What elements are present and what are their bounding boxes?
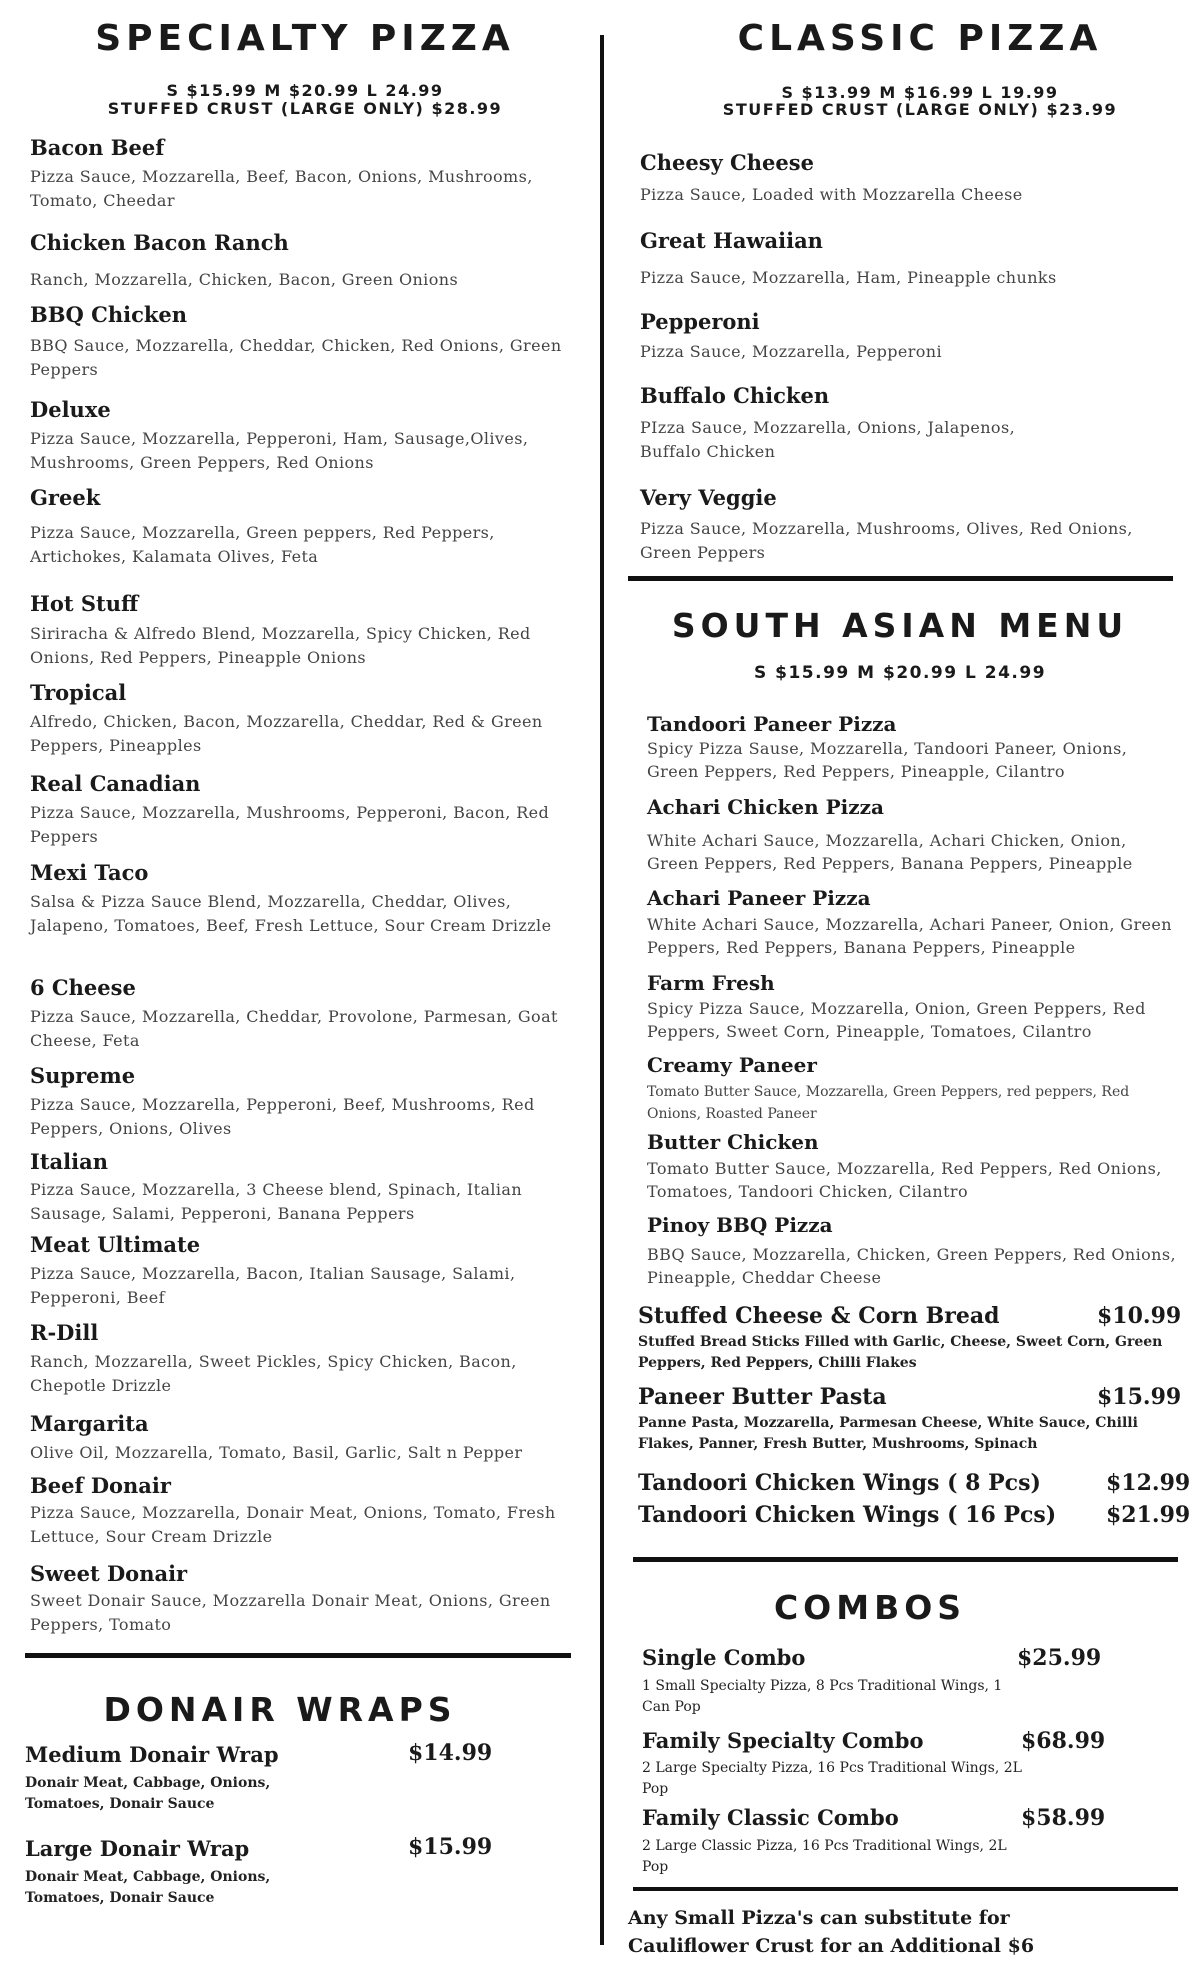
- menu-item-desc: Pizza Sauce, Loaded with Mozzarella Cheese: [640, 185, 1023, 204]
- menu-item-desc: Spicy Pizza Sause, Mozzarella, Tandoori Paneer, Onions, Green Peppers, Red Peppers, Pineapple, Cilantro: [647, 739, 1128, 781]
- menu-item-name: Achari Chicken Pizza: [647, 795, 884, 819]
- menu-item-desc: Pizza Sauce, Mozzarella, Green peppers, Red Peppers, Artichokes, Kalamata Olives, Feta: [30, 523, 495, 566]
- menu-item-name: Single Combo: [642, 1645, 806, 1670]
- menu-item-name: Family Classic Combo: [642, 1805, 899, 1830]
- menu-item-name: Beef Donair: [30, 1473, 171, 1498]
- menu-item-desc: Pizza Sauce, Mozzarella, Mushrooms, Pepperoni, Bacon, Red Peppers: [30, 803, 550, 846]
- menu-item-name: Family Specialty Combo: [642, 1728, 924, 1753]
- donair-title: DONAIR WRAPS: [103, 1690, 457, 1729]
- menu-item-desc: Siriracha & Alfredo Blend, Mozzarella, Spicy Chicken, Red Onions, Red Peppers, Pineapple Onions: [30, 624, 531, 667]
- menu-item-desc: Tomato Butter Sauce, Mozzarella, Red Peppers, Red Onions, Tomatoes, Tandoori Chicken, Cilantro: [647, 1159, 1162, 1201]
- menu-item-name: Paneer Butter Pasta: [638, 1384, 887, 1410]
- menu-item-desc: Pizza Sauce, Mozzarella, Cheddar, Provolone, Parmesan, Goat Cheese, Feta: [30, 1007, 558, 1050]
- menu-item-name: R-Dill: [30, 1320, 99, 1345]
- specialty-title: SPECIALTY PIZZA: [95, 18, 515, 59]
- menu-item-name: Deluxe: [30, 397, 111, 422]
- south-asian-price-line: S $15.99 M $20.99 L 24.99: [753, 663, 1047, 683]
- footer-note: Any Small Pizza's can substitute for Cauliflower Crust for an Additional $6: [628, 1907, 1035, 1957]
- menu-item-price: $14.99: [408, 1740, 493, 1766]
- menu-item-desc: White Achari Sauce, Mozzarella, Achari Paneer, Onion, Green Peppers, Red Peppers, Banana Peppers, Pineapple: [647, 915, 1172, 957]
- menu-item-name: Stuffed Cheese & Corn Bread: [638, 1303, 1000, 1329]
- menu-item-desc: Alfredo, Chicken, Bacon, Mozzarella, Cheddar, Red & Green Peppers, Pineapples: [30, 712, 543, 755]
- menu-item-desc: Salsa & Pizza Sauce Blend, Mozzarella, Cheddar, Olives, Jalapeno, Tomatoes, Beef, Fresh Lettuce, Sour Cream Drizzle: [30, 892, 552, 935]
- menu-item-desc: 2 Large Classic Pizza, 16 Pcs Traditional Wings, 2L Pop: [642, 1838, 1007, 1875]
- south-asian-title: SOUTH ASIAN MENU: [671, 606, 1129, 645]
- menu-item-desc: BBQ Sauce, Mozzarella, Cheddar, Chicken, Red Onions, Green Peppers: [30, 336, 562, 379]
- divider: [628, 576, 1173, 581]
- menu-item-desc: Ranch, Mozzarella, Chicken, Bacon, Green Onions: [30, 270, 459, 289]
- menu-item-name: Medium Donair Wrap: [25, 1742, 279, 1767]
- column-divider: [600, 35, 604, 1945]
- menu-item-desc: Stuffed Bread Sticks Filled with Garlic, Cheese, Sweet Corn, Green Peppers, Red Peppers, Chilli Flakes: [638, 1334, 1163, 1371]
- menu-item-price: $58.99: [1021, 1805, 1106, 1831]
- menu-item-price: $15.99: [1097, 1384, 1182, 1410]
- menu-item-price: $21.99: [1106, 1502, 1191, 1528]
- menu-item-desc: Spicy Pizza Sauce, Mozzarella, Onion, Green Peppers, Red Peppers, Sweet Corn, Pineapple, Tomatoes, Cilantro: [647, 999, 1146, 1041]
- menu-item-name: Cheesy Cheese: [640, 150, 814, 175]
- menu-item-desc: Pizza Sauce, Mozzarella, 3 Cheese blend, Spinach, Italian Sausage, Salami, Pepperoni, Banana Peppers: [30, 1180, 523, 1223]
- menu-item-price: $15.99: [408, 1834, 493, 1860]
- menu-item-desc: White Achari Sauce, Mozzarella, Achari Chicken, Onion, Green Peppers, Red Peppers, Banana Peppers, Pineapple: [647, 831, 1133, 873]
- menu-item-name: Pinoy BBQ Pizza: [647, 1213, 833, 1237]
- divider: [633, 1557, 1178, 1562]
- menu-item-desc: Pizza Sauce, Mozzarella, Pepperoni, Ham, Sausage,Olives, Mushrooms, Green Peppers, Red Onions: [30, 429, 529, 472]
- menu-item-desc: Pizza Sauce, Mozzarella, Mushrooms, Olives, Red Onions, Green Peppers: [640, 519, 1133, 562]
- menu-item-price: $10.99: [1097, 1303, 1182, 1329]
- menu-item-name: Chicken Bacon Ranch: [30, 230, 289, 255]
- menu-item-name: 6 Cheese: [30, 975, 136, 1000]
- menu-item-name: Tropical: [30, 680, 127, 705]
- menu-item-desc: Pizza Sauce, Mozzarella, Pepperoni, Beef, Mushrooms, Red Peppers, Onions, Olives: [30, 1095, 535, 1138]
- combos-title: COMBOS: [773, 1588, 967, 1627]
- menu-item-desc: Donair Meat, Cabbage, Onions, Tomatoes, Donair Sauce: [25, 1869, 271, 1906]
- menu-item-name: Greek: [30, 485, 101, 510]
- menu-item-desc: 1 Small Specialty Pizza, 8 Pcs Traditional Wings, 1 Can Pop: [642, 1678, 1003, 1715]
- menu-item-desc: BBQ Sauce, Mozzarella, Chicken, Green Peppers, Red Onions, Pineapple, Cheddar Cheese: [647, 1245, 1176, 1287]
- menu-item-name: Margarita: [30, 1411, 149, 1436]
- menu-item-name: Supreme: [30, 1063, 136, 1088]
- classic-title: CLASSIC PIZZA: [737, 18, 1103, 59]
- menu-item-name: Buffalo Chicken: [640, 383, 830, 408]
- menu-item-name: Farm Fresh: [647, 971, 775, 995]
- menu-item-name: Tandoori Paneer Pizza: [647, 712, 897, 736]
- menu-item-name: Real Canadian: [30, 771, 201, 796]
- menu-item-price: $12.99: [1106, 1470, 1191, 1496]
- menu-item-name: Pepperoni: [640, 309, 760, 334]
- menu-item-name: Tandoori Chicken Wings ( 8 Pcs): [638, 1470, 1041, 1496]
- menu-item-desc: Pizza Sauce, Mozzarella, Beef, Bacon, Onions, Mushrooms, Tomato, Cheedar: [30, 167, 533, 210]
- menu-item-name: Large Donair Wrap: [25, 1836, 250, 1861]
- menu-item-name: Hot Stuff: [30, 591, 139, 616]
- divider: [633, 1887, 1178, 1891]
- menu-item-desc: Pizza Sauce, Mozzarella, Pepperoni: [640, 342, 943, 361]
- menu-item-name: Butter Chicken: [647, 1130, 819, 1154]
- menu-item-price: $25.99: [1017, 1645, 1102, 1671]
- menu-item-desc: 2 Large Specialty Pizza, 16 Pcs Traditional Wings, 2L Pop: [642, 1760, 1022, 1797]
- menu-item-name: Tandoori Chicken Wings ( 16 Pcs): [638, 1502, 1057, 1528]
- classic-price-line: S $13.99 M $16.99 L 19.99: [781, 83, 1059, 102]
- menu-item-name: Creamy Paneer: [647, 1053, 817, 1077]
- menu-item-price: $68.99: [1021, 1728, 1106, 1754]
- menu-item-desc: Ranch, Mozzarella, Sweet Pickles, Spicy Chicken, Bacon, Chepotle Drizzle: [30, 1352, 517, 1395]
- menu-item-name: Achari Paneer Pizza: [647, 886, 871, 910]
- divider: [25, 1653, 571, 1658]
- menu-item-name: Mexi Taco: [30, 860, 149, 885]
- menu-item-name: BBQ Chicken: [30, 302, 188, 327]
- menu-item-desc: Sweet Donair Sauce, Mozzarella Donair Meat, Onions, Green Peppers, Tomato: [30, 1591, 551, 1634]
- menu-item-desc: Tomato Butter Sauce, Mozzarella, Green Peppers, red peppers, Red Onions, Roasted Paneer: [647, 1084, 1130, 1122]
- menu-item-name: Sweet Donair: [30, 1561, 188, 1586]
- specialty-price-line: S $15.99 M $20.99 L 24.99: [166, 81, 444, 100]
- menu-item-desc: Panne Pasta, Mozzarella, Parmesan Cheese, White Sauce, Chilli Flakes, Panner, Fresh Butter, Mushrooms, Spinach: [638, 1415, 1138, 1452]
- menu-item-name: Meat Ultimate: [30, 1232, 201, 1257]
- menu-item-desc: Pizza Sauce, Mozzarella, Donair Meat, Onions, Tomato, Fresh Lettuce, Sour Cream Drizzle: [30, 1503, 556, 1546]
- classic-stuffed-line: STUFFED CRUST (LARGE ONLY) $23.99: [722, 100, 1118, 119]
- menu-item-name: Italian: [30, 1149, 108, 1174]
- menu-item-desc: Pizza Sauce, Mozzarella, Ham, Pineapple chunks: [640, 268, 1057, 287]
- menu-item-desc: Donair Meat, Cabbage, Onions, Tomatoes, Donair Sauce: [25, 1775, 271, 1812]
- menu-item-desc: Olive Oil, Mozzarella, Tomato, Basil, Garlic, Salt n Pepper: [30, 1443, 523, 1462]
- specialty-stuffed-line: STUFFED CRUST (LARGE ONLY) $28.99: [107, 99, 503, 118]
- menu-item-name: Bacon Beef: [30, 135, 165, 160]
- menu-item-desc: Pizza Sauce, Mozzarella, Bacon, Italian Sausage, Salami, Pepperoni, Beef: [30, 1264, 516, 1307]
- menu-item-desc: PIzza Sauce, Mozzarella, Onions, Jalapenos, Buffalo Chicken: [640, 418, 1016, 461]
- menu-item-name: Great Hawaiian: [640, 228, 823, 253]
- menu-item-name: Very Veggie: [640, 485, 777, 510]
